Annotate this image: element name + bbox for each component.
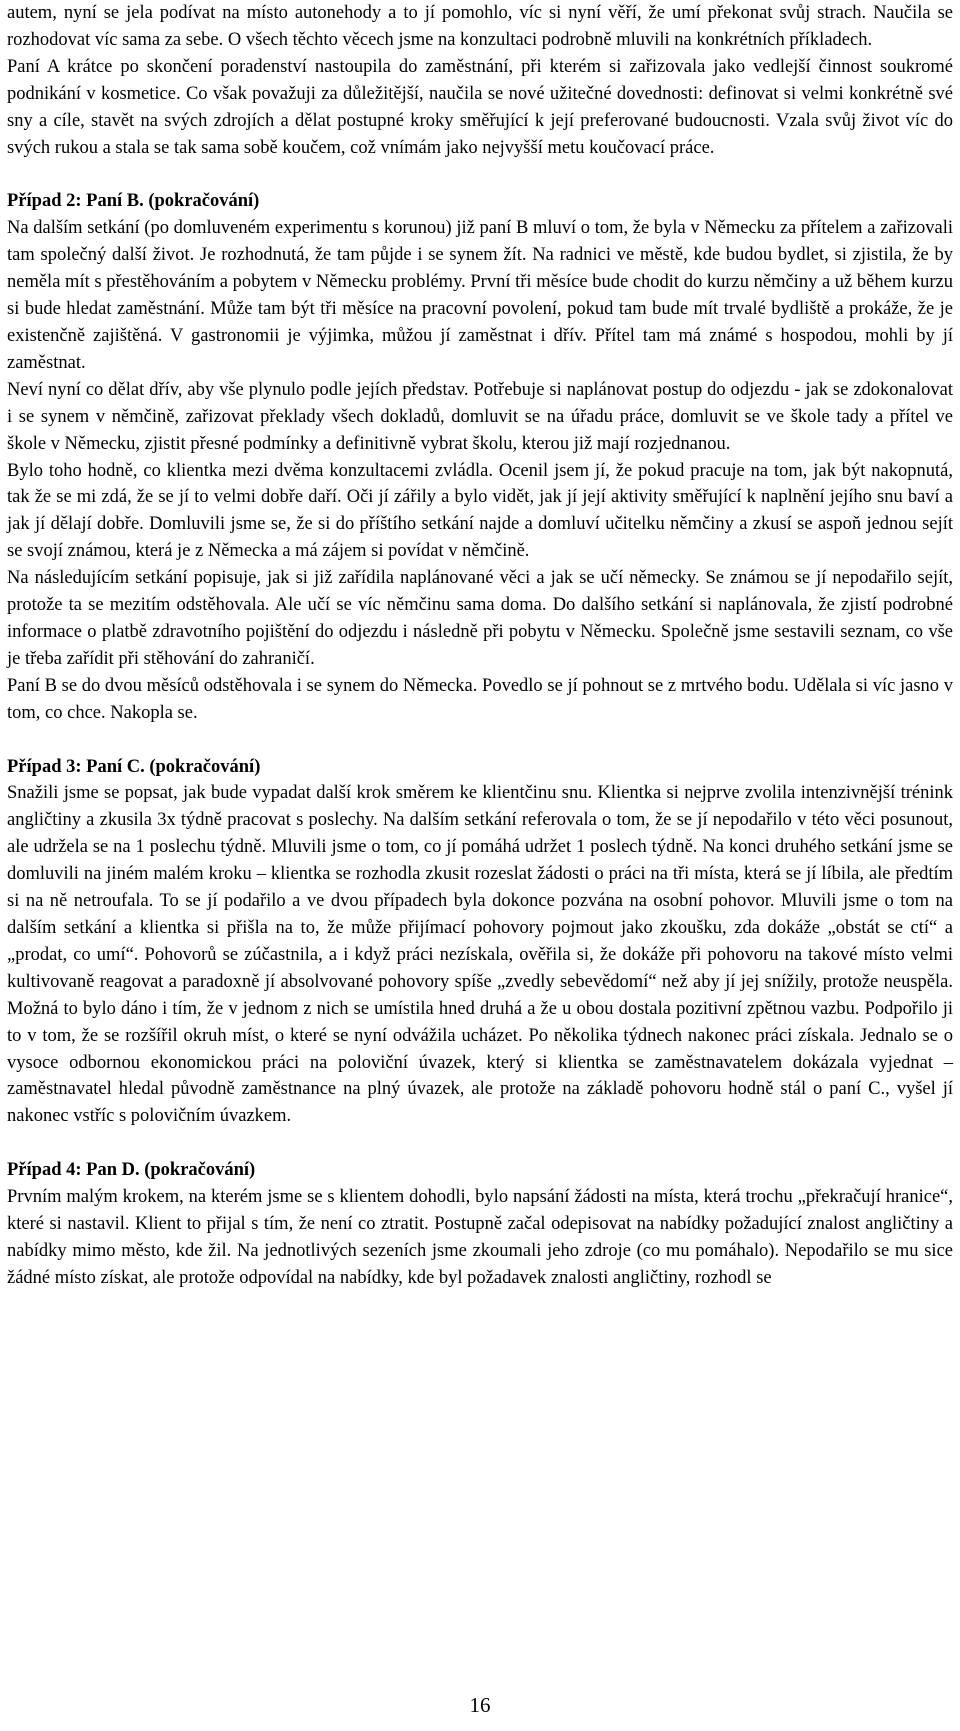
page-number: 16 [469, 1693, 491, 1717]
case-2-paragraph: Neví nyní co dělat dřív, aby vše plynulo podle jejích představ. Potřebuje si naplánovat postup do odjezdu - jak se zdokonalovat i se synem v němčině, zařizovat překlady všech dokladů, domluvit se na úřadu práce, domluvit se ve škole tady a přítel ve škole v Německu, zjistit přesné podmínky a definitivně vybrat školu, kterou již mají rozjednanou. [7, 379, 953, 454]
section-gap [7, 727, 953, 754]
case-3-paragraph: Snažili jsme se popsat, jak bude vypadat další krok směrem ke klientčinu snu. Klientka si nejprve zvolila intenzivnější trénink angličtiny a zkusila 3x týdně pracovat s poslechy. Na dalším setkání referovala o tom, že se jí nepodařilo v této věci posunout, ale udržela se na 1 poslechu týdně. Mluvili jsme o tom, co jí pomáhá udržet 1 poslech týdně. Na konci druhého setkání jsme se domluvili na jiném malém kroku – klientka se rozhodla zkusit rozeslat žádosti o práci na tři místa, která se jí líbila, ale předtím si na ně netroufala. To se jí podařilo a ve dvou případech byla dokonce pozvána na osobní pohovor. Mluvili jsme o tom na dalším setkání a klientka si přišla na to, že může přijímací pohovory pojmout jako zkoušku, zda dokáže „obstát se ctí“ a „prodat, co umí“. Pohovorů se zúčastnila, a i když práci nezískala, ověřila si, že dokáže při pohovoru na takové místo velmi kultivovaně reagovat a paradoxně jí absolvované pohovory spíše „zvedly sebevědomí“ než aby jí jej snížily, protože neuspěla. Možná to bylo dáno i tím, že v jednom z nich se umístila hned druhá a že u obou dostala pozitivní zpětnou vazbu. Podpořilo ji to v tom, že se rozšířil okruh míst, o které se nyní odvážila ucházet. Po několika týdnech nakonec práci získala. Jednalo se o vysoce odbornou ekonomickou práci na poloviční úvazek, který si klientka se zaměstnavatelem dokázala vyjednat – zaměstnavatel hledal původně zaměstnance na plný úvazek, ale protože na základě pohovoru hodně stál o paní C., vyšel jí nakonec vstříc s polovičním úvazkem. [7, 783, 953, 1127]
case-2-heading: Případ 2: Paní B. (pokračování) [7, 191, 260, 212]
case-4-paragraph: Prvním malým krokem, na kterém jsme se s klientem dohodli, bylo napsání žádosti na místa, která trochu „překračují hranice“, které si nastavil. Klient to přijal s tím, že není co ztratit. Postupně začal odepisovat na nabídky požadující znalost angličtiny a nabídky mimo město, kde žil. Na jednotlivých sezeních jsme zkoumali jeho zdroje (co mu pomáhalo). Nepodařilo se mu sice žádné místo získat, ale protože odpovídal na nabídky, kde byl požadavek znalosti angličtiny, rozhodl se [7, 1187, 953, 1288]
section-gap [7, 161, 953, 188]
case-4-section [7, 1157, 953, 1292]
case-2-section [7, 188, 953, 726]
intro-paragraph: autem, nyní se jela podívat na místo autonehody a to jí pomohlo, víc si nyní věří, že umí překonat svůj strach. Naučila se rozhodovat víc sama za sebe. O všech těchto věcech jsme na konzultaci podrobně mluvili na konkrétních příkladech. [7, 3, 953, 50]
intro-paragraph: Paní A krátce po skončení poradenství nastoupila do zaměstnání, při kterém si zařizovala jako vedlejší činnost soukromé podnikání v kosmetice. Co však považuji za důležitější, naučila se nové užitečné dovednosti: definovat si velmi konkrétně své sny a cíle, stavět na svých zdrojích a dělat postupné kroky směřující k její preferované budoucnosti. Vzala svůj život víc do svých rukou a stala se tak sama sobě koučem, což vnímám jako nejvyšší metu koučovací práce. [7, 56, 953, 158]
case-2-paragraph: Paní B se do dvou měsíců odstěhovala i se synem do Německa. Povedlo se jí pohnout se z mrtvého bodu. Udělala si víc jasno v tom, co chce. Nakopla se. [7, 675, 953, 723]
case-2-paragraph: Na následujícím setkání popisuje, jak si již zařídila naplánované věci a jak se učí německy. Se známou se jí nepodařilo sejít, protože ta se mezitím odstěhovala. Ale učí se víc němčinu sama doma. Do dalšího setkání si naplánovala, že zjistí podrobné informace o platbě zdravotního pojištění do odjezdu i následně při pobytu v Německu. Společně jsme sestavili seznam, co vše je třeba zařídit při stěhování do zahraničí. [7, 568, 953, 669]
case-3-section [7, 754, 953, 1131]
case-2-paragraph: Na dalším setkání (po domluveném experimentu s korunou) již paní B mluví o tom, že byla v Německu za přítelem a zařizovali tam společný další život. Je rozhodnutá, že tam půjde i se synem žít. Na radnici ve městě, kde budou bydlet, si zjistila, že by neměla mít s přestěhováním a pobytem v Německu problémy. První tři měsíce bude chodit do kurzu němčiny a už během kurzu si bude hledat zaměstnání. Může tam být tři měsíce na pracovní povolení, pokud tam bude mít trvalé bydliště a prokáže, že je existenčně zajištěná. V gastronomii je výjimka, můžou jí zaměstnat i dřív. Přítel tam má známé s hospodou, mohli by jí zaměstnat. [7, 218, 953, 373]
case-3-heading: Případ 3: Paní C. (pokračování) [7, 756, 261, 777]
document-page [7, 0, 953, 1292]
case-2-paragraph: Bylo toho hodně, co klientka mezi dvěma konzultacemi zvládla. Ocenil jsem jí, že pokud pracuje na tom, jak být nakopnutá, tak že se mi zdá, že se jí to velmi dobře daří. Oči jí zářily a bylo vidět, jak jí její aktivity směřující k naplnění jejího snu baví a jak jí dělají dobře. Domluvili jsme se, že si do příštího setkání najde a domluví učitelku němčiny a zkusí se aspoň jednou sejít se svojí známou, která je z Německa a má zájem si povídat v němčině. [7, 460, 953, 562]
case-4-heading: Případ 4: Pan D. (pokračování) [7, 1160, 256, 1181]
section-gap [7, 1130, 953, 1157]
